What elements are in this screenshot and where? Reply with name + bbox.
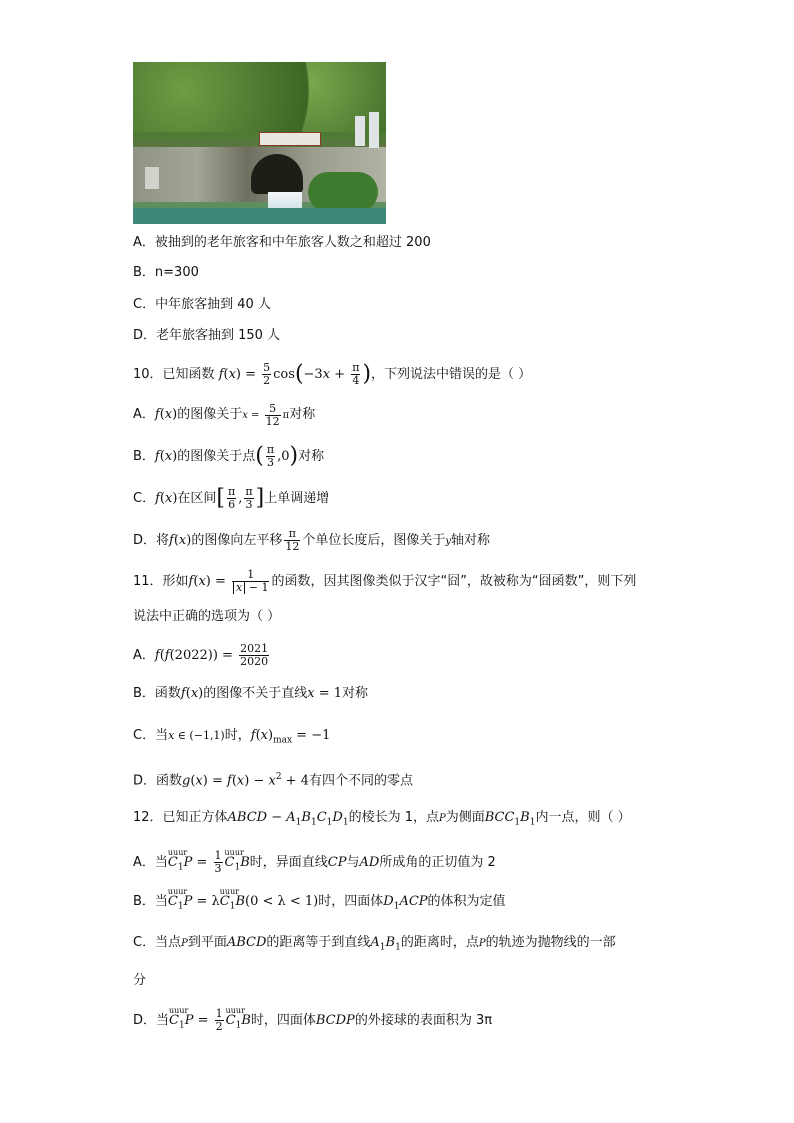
q9-option-b: B．n=300: [133, 265, 199, 280]
q12-option-d: D．当uuur $C_1P$ = $\frac{1}{2}$ uuur $C_1B$时，四面体BCDP的外接球的表面积为 3π: [133, 1008, 492, 1036]
q11-option-a: A．f(f(2022)) = $\frac{2021}{2020}$: [133, 642, 269, 668]
q9-option-d: D．老年旅客抽到 150 人: [133, 328, 281, 343]
q10-option-d: D．将f(x)的图像向左平移 $\frac{\pi}{12}$ 个单位长度后，图像关于y轴对称: [133, 527, 491, 553]
q10-stem: 10．已知函数 f(x) = $\frac{5}{2}$ cos(−3x + $\frac{\pi}{4}$ )，下列说法中错误的是（ ）: [133, 361, 532, 387]
q12-option-c: C．当点P到平面ABCD的距离等于到直线$A_1B_1$的距离时，点P的轨迹为抛物线的一部: [133, 935, 616, 953]
q12-option-a: A．当uuur $C_1P$ = $\frac{1}{3}$ uuur $C_1B$时，异面直线CP与AD所成角的正切值为 2: [133, 850, 496, 878]
q10-option-b: B．f(x)的图像关于点( $\frac{\pi}{3}$ ,0)对称: [133, 443, 325, 469]
q11-option-b: B．函数f(x)的图像不关于直线x = 1对称: [133, 686, 369, 701]
q9-option-a: A．被抽到的老年旅客和中年旅客人数之和超过 200: [133, 235, 431, 250]
q11-option-c: C．当x ∈ (−1,1)时，$f(x)_{max} = -1$: [133, 728, 331, 746]
q12-stem: 12．已知正方体ABCD − $A_1B_1C_1D_1$的棱长为 1，点P为侧面$BCC_1B_1$内一点，则（ ）: [133, 810, 631, 828]
q12-option-b: B．当uuur $C_1P$ = λuuur $C_1B(0 < \lambda < 1)$时，四面体$D_1ACP$的体积为定值: [133, 892, 506, 917]
q11-stem: 11．形如f(x) = $\frac{1}{x - 1}$ 的函数，因其图像类似于汉字“囧”，故被称为“囧函数”，则下列: [133, 568, 637, 594]
q11-option-d: D．函数$g(x) = f(x) - x^2 + 4$有四个不同的零点: [133, 772, 413, 789]
q10-option-a: A．f(x)的图像关于x = $\frac{5}{12}$ π对称: [133, 402, 316, 428]
q11-stem-line2: 说法中正确的选项为（ ）: [133, 609, 281, 624]
q10-option-c: C．f(x)在区间[ $\frac{\pi}{6}$ , $\frac{\pi}{3}$ ]上单调递增: [133, 485, 330, 511]
q9-option-c: C．中年旅客抽到 40 人: [133, 297, 271, 312]
q12-option-c-line2: 分: [133, 973, 147, 988]
cave-waterfall-photo: [133, 62, 386, 224]
